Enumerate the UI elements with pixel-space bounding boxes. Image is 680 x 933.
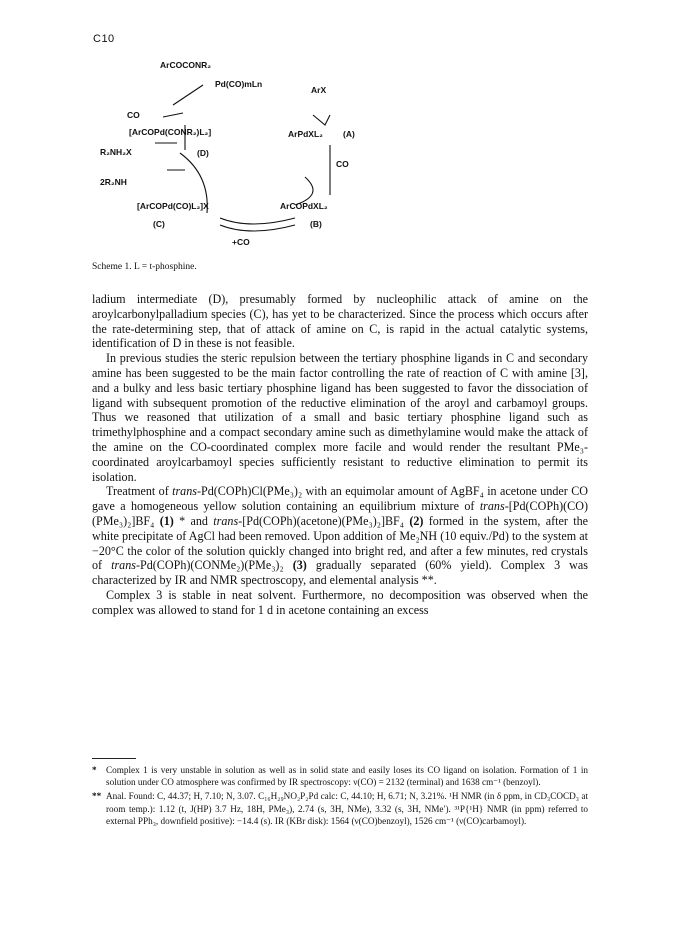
scheme-caption: Scheme 1. L = t-phosphine. <box>92 262 197 272</box>
label-B: (B) <box>310 219 322 229</box>
species-C-label: [ArCOPd(CO)L₂]X <box>137 201 209 211</box>
paragraph-3: Treatment of trans-Pd(COPh)Cl(PMe₃)₂ with an equimolar amount of AgBF₄ in acetone under CO gave a homogeneous yellow solution containing an equilibrium mixture of trans-[Pd(COPh)(CO)(PMe₃)₂]BF₄ (1) * and trans-[Pd(COPh)(acetone)(PMe₃)₂]BF₄ (2) formed in the system, after the white precipitate of AgCl had been removed. Upon addition of Me₂NH (10 equiv./Pd) to the system at −20°C the color of the solution quickly changed into bright red, and after a few minutes, red crystals of trans-Pd(COPh)(CONMe₂)(PMe₃)₂ (3) gradually separated (60% yield). Complex 3 was characterized by IR and NMR spectroscopy, and elemental analysis **. <box>92 484 588 588</box>
species-D-label: [ArCOPd(CONR₂)L₂] <box>129 127 212 137</box>
equilibrium-arrow-forward <box>220 218 295 224</box>
footnote-2-text: Anal. Found: C, 44.37; H, 7.10; N, 3.07. C₁₆H₂₉NO₂P₂Pd calc: C, 44.10; H, 6.71; N, 3.21%. ¹H NMR (in δ ppm, in CD₃COCD₃ at room temp.): 1.12 (t, J(HP) 3.7 Hz, 18H, PMe₃), 2.74 (s, 3H, NMe), 3.32 (s, 3H, NMe′). ³¹P{¹H} NMR (in ppm) referred to external PPh₃, downfield positive): −14.4 (s). IR (KBr disk): 1564 (ν(CO)benzoyl), 1526 cm⁻¹ (ν(CO)carbamoyl). <box>106 791 588 826</box>
equilibrium-arrow-back <box>220 225 295 231</box>
footnote-1-mark: * <box>92 765 97 775</box>
footnote-1-text: Complex 1 is very unstable in solution as well as in solid state and easily loses its CO ligand on isolation. Formation of 1 in solution under CO atmosphere was confirmed by IR spectroscopy: ν(CO) = 2132 (terminal) and 1638 cm⁻¹ (benzoyl). <box>106 765 588 788</box>
footnote-1 <box>92 764 588 788</box>
label-A: (A) <box>343 129 355 139</box>
footnote-2-mark: ** <box>92 791 102 802</box>
co-right-label: CO <box>336 159 349 169</box>
species-A-label: ArPdXL₂ <box>288 129 323 139</box>
body-text <box>92 292 588 618</box>
catalyst-label: Pd(CO)mLn <box>215 79 263 89</box>
catalytic-cycle-scheme <box>85 55 385 255</box>
amine-label: 2R₂NH <box>100 177 127 187</box>
paragraph-4: Complex 3 is stable in neat solvent. Furthermore, no decomposition was observed when the complex was allowed to stand for 1 d in acetone containing an excess <box>92 587 588 617</box>
co-bottom-label: +CO <box>232 237 250 247</box>
paragraph-2: In previous studies the steric repulsion between the tertiary phosphine ligands in C and secondary amine has been suggested to be the main factor controlling the rate of reaction of C with amine [3], and a bulky and less basic tertiary phosphine ligand has been suggested to favor the dissociation of ligand with subsequent promotion of the reductive elimination of the aroyl and carbamoyl groups. Thus we reasoned that utilization of a small and basic tertiary phosphine ligand such as trimethylphosphine and a compact secondary amine such as dimethylamine would make the attack of the amine on the CO-coordinated complex more facile and would render the resultant PMe₃-coordinated aroylcarbamoyl species sufficiently resistant to reductive elimination to permit its isolation. <box>92 351 588 484</box>
paragraph-1: ladium intermediate (D), presumably formed by nucleophilic attack of amine on the aroylcarbonylpalladium species (C), has yet to be characterized. Since the process which occurs after the rate-determining step, that of attack of amine on C, is rapid in the actual catalytic systems, identification of D in these is not feasible. <box>92 292 588 351</box>
reactant-product-label: ArCOCONR₂ <box>160 60 211 70</box>
footnotes <box>92 764 588 829</box>
co-uptake-line <box>163 113 183 117</box>
byproduct-label: R₂NH₂X <box>100 147 132 157</box>
product-release-arrow <box>173 85 203 105</box>
label-D: (D) <box>197 148 209 158</box>
cycle-arc-top <box>313 115 330 125</box>
aryl-halide-label: ArX <box>311 85 327 95</box>
species-B-label: ArCOPdXL₂ <box>280 201 328 211</box>
co-left-label: CO <box>127 110 140 120</box>
page-header: C10 <box>93 33 115 45</box>
footnote-2 <box>92 790 588 827</box>
label-C: (C) <box>153 219 165 229</box>
footnote-rule <box>92 758 136 759</box>
